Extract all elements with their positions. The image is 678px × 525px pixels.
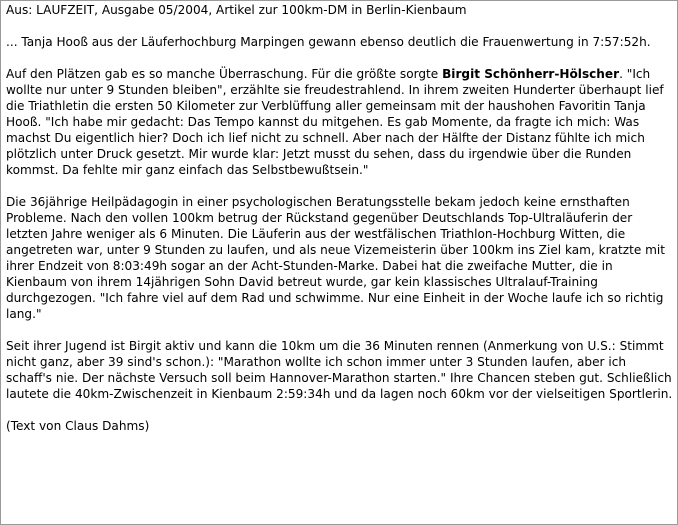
article-body	[6, 2, 674, 434]
paragraph-3: Die 36jährige Heilpädagogin in einer psychologischen Beratungsstelle bekam jedoch keine ernsthaften Probleme. Nach den vollen 100km betrug der Rückstand gegenüber Deutschlands Top-Ultraläuferin der letzten Jahre weniger als 6 Minuten. Die Läuferin aus der westfälischen Triathlon-Hochburg Witten, die angetreten war, unter 9 Stunden zu laufen, und als neue Vizemeisterin über 100km ins Ziel kam, kratzte mit ihrer Endzeit von 8:03:49h sogar an der Acht-Stunden-Marke. Dabei hat die zweifache Mutter, die in Kienbaum von ihrem 14jährigen Sohn David betreut wurde, gar kein klassisches Ultralauf-Training durchgezogen. "Ich fahre viel auf dem Rad und schwimme. Nur eine Einheit in der Woche laufe ich so richtig lang."	[6, 195, 666, 321]
author-credit: (Text von Claus Dahms)	[6, 419, 150, 433]
paragraph-2-rest: . "Ich wollte nur unter 9 Stunden bleiben", erzählte sie freudestrahlend. In ihrem zweiten Hunderter überhaupt lief die Triathletin die ersten 50 Kilometer zur Verblüffung aller gemeinsam mit der haushohen Favoritin Tanja Hooß. "Ich habe mir gedacht: Das Tempo kannst du mitgehen. Es gab Momente, da fragte ich mich: Was machst Du eigentlich hier? Doch ich lief nicht zu schnell. Aber nach der Hälfte der Distanz fühlte ich mich plötzlich unter Druck gesetzt. Mir wurde klar: Jetzt musst du sehen, dass du irgendwie über die Runden kommst. Da fehlte mir ganz einfach das Selbstbewußtsein."	[6, 67, 664, 177]
paragraph-1: ... Tanja Hooß aus der Läuferhochburg Marpingen gewann ebenso deutlich die Frauenwertung in 7:57:52h.	[6, 35, 651, 49]
paragraph-2	[6, 66, 674, 178]
paragraph-2-start: Auf den Plätzen gab es so manche Überraschung. Für die größte sorgte	[6, 67, 443, 81]
runner-name: Birgit Schönherr-Hölscher	[442, 67, 620, 81]
source-line: Aus: LAUFZEIT, Ausgabe 05/2004, Artikel zur 100km-DM in Berlin-Kienbaum	[6, 3, 467, 17]
paragraph-4: Seit ihrer Jugend ist Birgit aktiv und kann die 10km um die 36 Minuten rennen (Anmerkung von U.S.: Stimmt nicht ganz, aber 39 sind's schon.): "Marathon wollte ich schon immer unter 3 Stunden laufen, aber ich schaff's nie. Der nächste Versuch soll beim Hannover-Marathon starten." Ihre Chancen steben gut. Schließlich lautete die 40km-Zwischenzeit in Kienbaum 2:59:34h und da lagen noch 60km vor der vielseitigen Sportlerin.	[6, 339, 673, 401]
